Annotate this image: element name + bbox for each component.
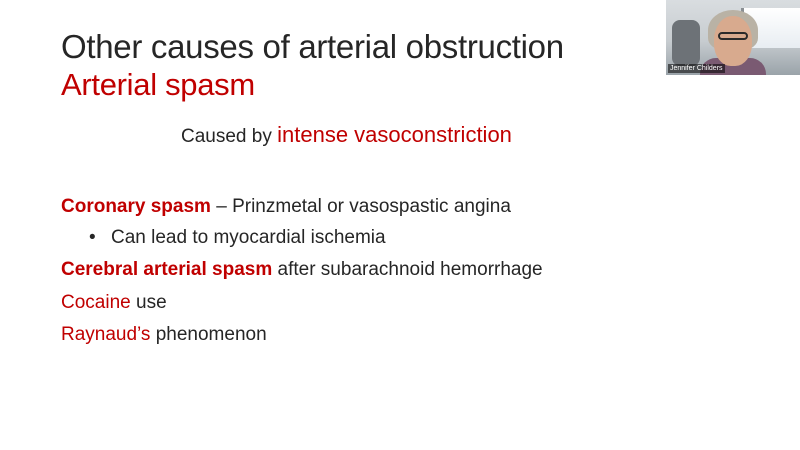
list-item-keyword: Raynaud’s [61, 324, 151, 345]
slide-subtitle-heading: Arterial spasm [61, 67, 255, 102]
cause-statement [181, 122, 512, 148]
list-item-text: after subarachnoid hemorrhage [272, 259, 543, 280]
participant-name-label: Jennifer Childers [670, 65, 723, 72]
participant-video-tile[interactable] [666, 0, 800, 75]
list-item-cerebral-spasm [61, 259, 543, 281]
list-subitem-ischemia [89, 227, 386, 249]
list-item-text: Can lead to myocardial ischemia [111, 227, 386, 248]
list-item-cocaine [61, 292, 167, 314]
list-item-keyword: Coronary spasm [61, 196, 211, 217]
list-item-keyword: Cerebral arterial spasm [61, 259, 273, 280]
list-item-keyword: Cocaine [61, 292, 131, 313]
list-item-text: use [130, 292, 167, 313]
list-item-coronary-spasm [61, 196, 511, 218]
bullet-icon: • [89, 227, 96, 248]
video-background [672, 20, 700, 66]
slide-title: Other causes of arterial obstruction [61, 28, 564, 65]
cause-highlight: intense vasoconstriction [277, 122, 512, 147]
list-item-raynauds [61, 324, 267, 346]
list-item-text: phenomenon [150, 324, 267, 345]
list-item-text: – Prinzmetal or vasospastic angina [210, 196, 511, 217]
participant-avatar [714, 16, 752, 66]
cause-prefix: Caused by [181, 126, 278, 147]
participant-avatar [718, 32, 748, 40]
